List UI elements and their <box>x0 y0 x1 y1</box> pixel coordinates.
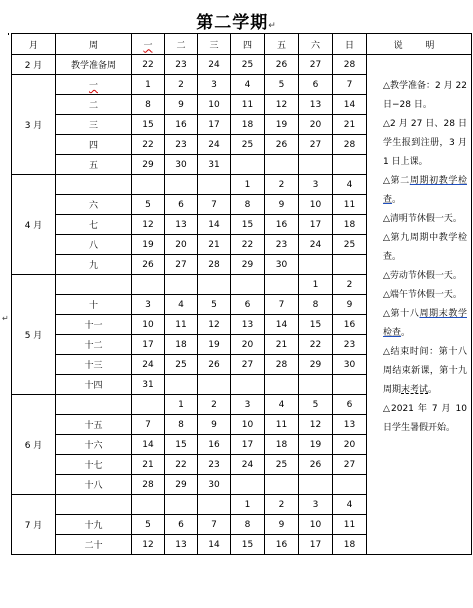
day-cell: 25 <box>165 355 198 375</box>
day-cell: 7 <box>333 75 367 95</box>
day-cell: 24 <box>198 55 231 75</box>
day-cell: 11 <box>333 195 367 215</box>
day-cell: 27 <box>299 55 333 75</box>
day-cell: 24 <box>198 135 231 155</box>
header-day-mon <box>132 34 165 55</box>
note-item <box>383 400 467 438</box>
day-cell: 1 <box>231 495 265 515</box>
day-cell: 9 <box>333 295 367 315</box>
day-cell: 6 <box>333 395 367 415</box>
week-cell <box>56 395 132 415</box>
note-text-end: 。 <box>428 385 438 395</box>
day-cell: 3 <box>132 295 165 315</box>
day-cell <box>165 175 198 195</box>
day-cell <box>265 375 299 395</box>
week-cell: 六 <box>56 195 132 215</box>
day-cell: 15 <box>231 535 265 555</box>
day-cell: 6 <box>231 295 265 315</box>
day-cell: 6 <box>165 195 198 215</box>
header-week: 周 <box>56 34 132 55</box>
week-cell: 四 <box>56 135 132 155</box>
day-cell: 2 <box>265 175 299 195</box>
week-cell: 十 <box>56 295 132 315</box>
day-cell: 25 <box>231 135 265 155</box>
calendar-table <box>11 33 472 555</box>
day-cell: 26 <box>132 255 165 275</box>
note-text-end: 。 <box>392 195 402 205</box>
day-cell: 24 <box>299 235 333 255</box>
day-cell: 1 <box>231 175 265 195</box>
day-cell: 26 <box>265 135 299 155</box>
day-cell: 7 <box>198 515 231 535</box>
header-month: 月 <box>12 34 56 55</box>
day-cell: 27 <box>333 455 367 475</box>
day-cell: 23 <box>333 335 367 355</box>
day-cell: 8 <box>231 515 265 535</box>
day-cell: 7 <box>265 295 299 315</box>
day-cell: 5 <box>132 195 165 215</box>
day-cell <box>165 275 198 295</box>
header-day-tue: 二 <box>165 34 198 55</box>
day-cell: 28 <box>333 135 367 155</box>
day-cell: 31 <box>198 155 231 175</box>
day-cell: 19 <box>265 115 299 135</box>
day-cell: 25 <box>231 55 265 75</box>
note-underlined-text: 周期初教学检查 <box>383 176 467 205</box>
week-cell: 十七 <box>56 455 132 475</box>
day-cell: 16 <box>198 435 231 455</box>
day-cell: 14 <box>132 435 165 455</box>
day-cell <box>132 395 165 415</box>
week-cell: 七 <box>56 215 132 235</box>
week-cell: 十五 <box>56 415 132 435</box>
day-cell: 19 <box>299 435 333 455</box>
day-cell: 18 <box>165 335 198 355</box>
note-item <box>383 267 467 286</box>
week-cell: 二十 <box>56 535 132 555</box>
week-cell: 十三 <box>56 355 132 375</box>
day-cell: 18 <box>333 535 367 555</box>
day-cell: 9 <box>198 415 231 435</box>
day-cell: 10 <box>299 195 333 215</box>
day-cell: 13 <box>231 315 265 335</box>
day-cell: 3 <box>299 495 333 515</box>
day-cell: 30 <box>198 475 231 495</box>
day-cell: 19 <box>132 235 165 255</box>
week-cell: 五 <box>56 155 132 175</box>
day-cell: 15 <box>132 115 165 135</box>
day-cell <box>132 495 165 515</box>
day-cell: 25 <box>265 455 299 475</box>
day-cell <box>333 155 367 175</box>
day-cell: 26 <box>198 355 231 375</box>
day-cell: 2 <box>198 395 231 415</box>
note-item <box>383 229 467 267</box>
note-item <box>383 172 467 210</box>
header-day-wed: 三 <box>198 34 231 55</box>
day-cell: 8 <box>231 195 265 215</box>
day-cell: 5 <box>198 295 231 315</box>
day-cell: 9 <box>265 515 299 535</box>
paragraph-mark: ↵ <box>268 21 277 31</box>
week-cell <box>56 75 132 95</box>
day-cell <box>265 275 299 295</box>
note-underlined-text: 末考试 <box>401 385 429 395</box>
day-cell: 30 <box>165 155 198 175</box>
day-cell <box>333 475 367 495</box>
week-cell: 教学准备周 <box>56 55 132 75</box>
note-item <box>383 343 467 400</box>
day-cell: 13 <box>333 415 367 435</box>
day-cell: 1 <box>165 395 198 415</box>
page-title: 第二学期↵ <box>196 13 277 33</box>
month-cell: 5 月 <box>12 275 56 395</box>
day-cell: 15 <box>231 215 265 235</box>
day-cell <box>165 375 198 395</box>
day-cell: 22 <box>231 235 265 255</box>
week-cell: 十一 <box>56 315 132 335</box>
day-cell: 3 <box>198 75 231 95</box>
day-cell: 13 <box>299 95 333 115</box>
week-cell: 十九 <box>56 515 132 535</box>
day-cell: 7 <box>198 195 231 215</box>
day-cell: 1 <box>132 75 165 95</box>
day-cell: 28 <box>198 255 231 275</box>
day-cell: 12 <box>132 535 165 555</box>
week-cell <box>56 275 132 295</box>
day-cell: 4 <box>333 495 367 515</box>
day-cell: 22 <box>132 55 165 75</box>
day-cell: 12 <box>265 95 299 115</box>
day-cell: 4 <box>265 395 299 415</box>
month-cell: 6 月 <box>12 395 56 495</box>
day-cell: 15 <box>165 435 198 455</box>
day-cell <box>165 495 198 515</box>
day-cell: 16 <box>333 315 367 335</box>
day-cell: 11 <box>231 95 265 115</box>
day-cell: 12 <box>132 215 165 235</box>
day-cell: 20 <box>165 235 198 255</box>
day-cell: 22 <box>165 455 198 475</box>
day-cell: 4 <box>333 175 367 195</box>
note-text: △清明节休假一天。 <box>383 214 462 224</box>
day-cell: 16 <box>265 215 299 235</box>
day-cell: 31 <box>132 375 165 395</box>
day-cell: 5 <box>265 75 299 95</box>
note-underlined-text: 周期末教学检查 <box>383 309 467 338</box>
note-item <box>383 77 467 115</box>
week-cell <box>56 495 132 515</box>
day-cell: 28 <box>265 355 299 375</box>
week-cell: 三 <box>56 115 132 135</box>
day-cell: 29 <box>231 255 265 275</box>
day-cell: 19 <box>198 335 231 355</box>
day-cell: 22 <box>132 135 165 155</box>
day-cell: 17 <box>198 115 231 135</box>
note-text: △2021 年 7 月 10 日学生暑假开始。 <box>383 404 467 433</box>
day-cell: 11 <box>165 315 198 335</box>
note-text: △结束时间：第十八周结束新课，第十九周期 <box>383 347 467 395</box>
note-text-end: 。 <box>401 328 411 338</box>
month-cell: 7 月 <box>12 495 56 555</box>
month-cell: 4 月 <box>12 175 56 275</box>
day-cell: 14 <box>198 535 231 555</box>
note-text: △第二 <box>383 176 410 186</box>
day-cell: 17 <box>299 215 333 235</box>
day-cell <box>299 155 333 175</box>
day-cell <box>299 255 333 275</box>
day-cell: 8 <box>165 415 198 435</box>
header-day-sun: 日 <box>333 34 367 55</box>
day-cell: 26 <box>265 55 299 75</box>
day-cell: 12 <box>198 315 231 335</box>
month-cell: 2 月 <box>12 55 56 75</box>
day-cell: 8 <box>132 95 165 115</box>
day-cell: 27 <box>165 255 198 275</box>
note-text: △第十八 <box>383 309 420 319</box>
table-row <box>12 55 472 75</box>
calendar-body <box>12 55 472 555</box>
day-cell <box>198 375 231 395</box>
day-cell <box>333 375 367 395</box>
day-cell: 16 <box>165 115 198 135</box>
day-cell <box>299 375 333 395</box>
day-cell <box>132 175 165 195</box>
header-day-sat: 六 <box>299 34 333 55</box>
crop-mark <box>8 33 9 35</box>
day-cell: 21 <box>198 235 231 255</box>
day-cell: 29 <box>165 475 198 495</box>
day-cell: 28 <box>333 55 367 75</box>
day-cell: 22 <box>299 335 333 355</box>
week-label: 一 <box>88 81 98 91</box>
day-cell: 29 <box>132 155 165 175</box>
day-cell: 29 <box>299 355 333 375</box>
day-cell: 2 <box>165 75 198 95</box>
side-paragraph-mark: ↵ <box>2 314 9 323</box>
day-cell: 21 <box>132 455 165 475</box>
day-cell: 21 <box>265 335 299 355</box>
day-cell: 23 <box>265 235 299 255</box>
note-text: △2 月 27 日、28 日学生报到注册，3 月 1 日上课。 <box>383 119 467 167</box>
day-cell: 17 <box>299 535 333 555</box>
week-cell: 九 <box>56 255 132 275</box>
day-cell: 14 <box>265 315 299 335</box>
header-day-fri: 五 <box>265 34 299 55</box>
week-cell: 二 <box>56 95 132 115</box>
day-cell <box>198 175 231 195</box>
day-cell: 20 <box>299 115 333 135</box>
day-cell <box>231 275 265 295</box>
day-cell: 21 <box>333 115 367 135</box>
day-cell: 20 <box>333 435 367 455</box>
note-text: △教学准备：2 月 22 日−28 日。 <box>383 81 467 110</box>
header-day-mon-label: 一 <box>143 40 153 51</box>
day-cell: 5 <box>299 395 333 415</box>
day-cell: 4 <box>165 295 198 315</box>
day-cell: 12 <box>299 415 333 435</box>
day-cell: 30 <box>333 355 367 375</box>
day-cell: 18 <box>265 435 299 455</box>
note-item <box>383 210 467 229</box>
header-row <box>12 34 472 55</box>
day-cell: 20 <box>231 335 265 355</box>
header-description: 说 明 <box>367 34 472 55</box>
week-cell: 十二 <box>56 335 132 355</box>
week-cell: 十六 <box>56 435 132 455</box>
day-cell: 27 <box>299 135 333 155</box>
note-item <box>383 115 467 172</box>
day-cell: 25 <box>333 235 367 255</box>
day-cell: 13 <box>165 215 198 235</box>
note-item <box>383 305 467 343</box>
day-cell: 9 <box>265 195 299 215</box>
day-cell <box>333 255 367 275</box>
day-cell: 2 <box>265 495 299 515</box>
day-cell: 23 <box>165 55 198 75</box>
day-cell: 18 <box>333 215 367 235</box>
day-cell: 1 <box>299 275 333 295</box>
day-cell: 3 <box>231 395 265 415</box>
day-cell: 6 <box>165 515 198 535</box>
day-cell <box>198 495 231 515</box>
day-cell: 13 <box>165 535 198 555</box>
day-cell <box>231 155 265 175</box>
note-text: △劳动节休假一天。 <box>383 271 462 281</box>
day-cell: 18 <box>231 115 265 135</box>
week-cell: 十八 <box>56 475 132 495</box>
week-cell: 八 <box>56 235 132 255</box>
month-cell: 3 月 <box>12 75 56 175</box>
day-cell: 2 <box>333 275 367 295</box>
day-cell: 23 <box>198 455 231 475</box>
day-cell: 23 <box>165 135 198 155</box>
day-cell: 14 <box>198 215 231 235</box>
day-cell: 8 <box>299 295 333 315</box>
day-cell: 14 <box>333 95 367 115</box>
day-cell: 3 <box>299 175 333 195</box>
day-cell <box>265 155 299 175</box>
day-cell: 17 <box>132 335 165 355</box>
day-cell <box>265 475 299 495</box>
week-cell: 十四 <box>56 375 132 395</box>
day-cell <box>132 275 165 295</box>
day-cell <box>231 375 265 395</box>
day-cell: 15 <box>299 315 333 335</box>
day-cell: 28 <box>132 475 165 495</box>
day-cell: 7 <box>132 415 165 435</box>
day-cell: 17 <box>231 435 265 455</box>
note-text: △第九周期中教学检查。 <box>383 233 467 262</box>
day-cell <box>198 275 231 295</box>
day-cell: 6 <box>299 75 333 95</box>
day-cell: 10 <box>231 415 265 435</box>
note-text: △端午节休假一天。 <box>383 290 462 300</box>
day-cell <box>299 475 333 495</box>
day-cell: 24 <box>231 455 265 475</box>
day-cell: 11 <box>333 515 367 535</box>
notes-cell <box>367 55 472 555</box>
day-cell <box>231 475 265 495</box>
day-cell: 10 <box>299 515 333 535</box>
day-cell: 16 <box>265 535 299 555</box>
day-cell: 9 <box>165 95 198 115</box>
day-cell: 30 <box>265 255 299 275</box>
day-cell: 10 <box>198 95 231 115</box>
day-cell: 24 <box>132 355 165 375</box>
day-cell: 10 <box>132 315 165 335</box>
note-item <box>383 286 467 305</box>
day-cell: 27 <box>231 355 265 375</box>
day-cell: 11 <box>265 415 299 435</box>
day-cell: 4 <box>231 75 265 95</box>
header-day-thu: 四 <box>231 34 265 55</box>
day-cell: 5 <box>132 515 165 535</box>
week-cell <box>56 175 132 195</box>
day-cell: 26 <box>299 455 333 475</box>
